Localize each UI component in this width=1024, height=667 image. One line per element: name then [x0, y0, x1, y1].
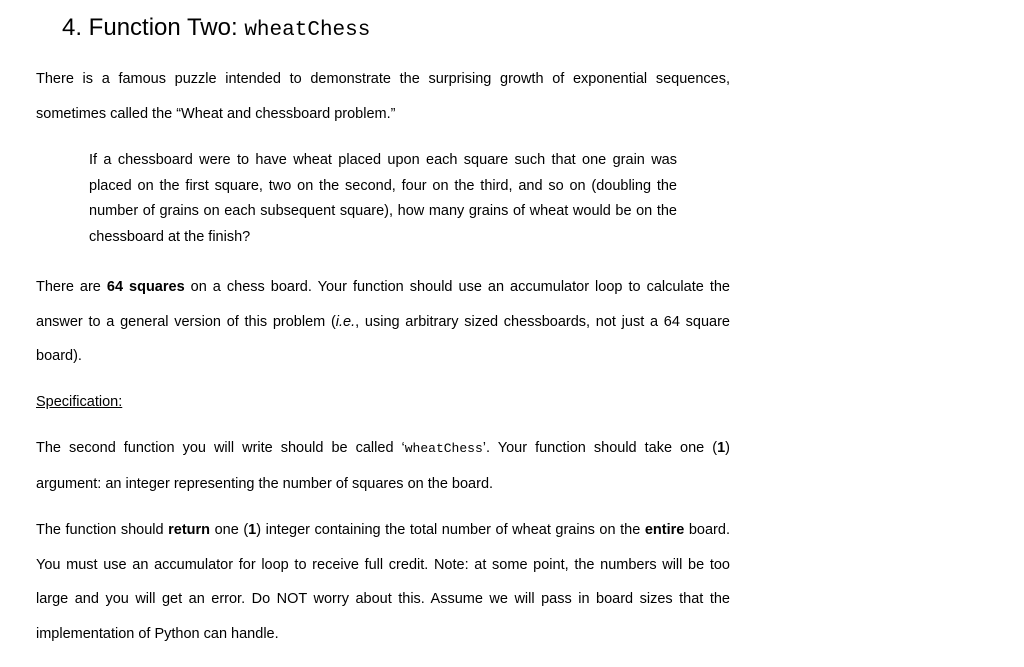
squares-paragraph	[36, 270, 730, 374]
squares-text-before: There are	[36, 279, 107, 295]
heading-text: 4. Function Two:	[62, 14, 245, 41]
spec1-text-after: ) argument: an integer representing the number of squares on the board.	[36, 440, 730, 492]
spec2-bold-entire: entire	[644, 522, 685, 538]
spec2-text-2: one (	[210, 522, 249, 538]
spec2-bold-return: return	[168, 522, 211, 538]
squares-italic: i.e.	[335, 313, 356, 330]
spec2-text-3: ) integer containing the total number of wheat grains on the	[256, 522, 645, 538]
spec2-text-4: board. You must use an accumulator for loop to receive full credit. Note: at some point, the numbers will be too large and you will get an error. Do NOT worry about this. Assume we will pass in board sizes that the implementation of Python can handle.	[36, 522, 730, 642]
section-heading	[62, 12, 370, 47]
spec2-text-1: The function should	[36, 522, 169, 538]
specification-label: Specification:	[36, 394, 123, 410]
heading-function-name: wheatChess	[244, 19, 371, 42]
spec-paragraph-1	[36, 431, 730, 501]
squares-bold: 64 squares	[106, 279, 185, 295]
spec1-function-name: wheatChess	[404, 441, 483, 456]
spec1-text-before: The second function you will write should be called ‘	[36, 440, 405, 456]
spec1-bold-count: 1	[717, 440, 726, 456]
puzzle-quote: If a chessboard were to have wheat placed upon each square such that one grain was placed on the first square, two on the second, four on the third, and so on (doubling the number of grains on each subsequent square), how many grains of wheat would be on the chessboard at the finish?	[89, 152, 677, 245]
squares-text-end: , using arbitrary sized chessboards, not just a 64 square board).	[36, 313, 730, 364]
squares-text-after: on a chess board. Your function should use an accumulator loop to calculate the answer to a general version of this problem (	[36, 279, 730, 330]
spec2-bold-count: 1	[248, 522, 257, 538]
intro-paragraph: There is a famous puzzle intended to demonstrate the surprising growth of exponential sequences, sometimes called the “Wheat and chessboard problem.”	[36, 71, 730, 122]
spec-paragraph-2	[36, 513, 730, 651]
spec1-text-mid: ’. Your function should take one (	[482, 440, 718, 456]
